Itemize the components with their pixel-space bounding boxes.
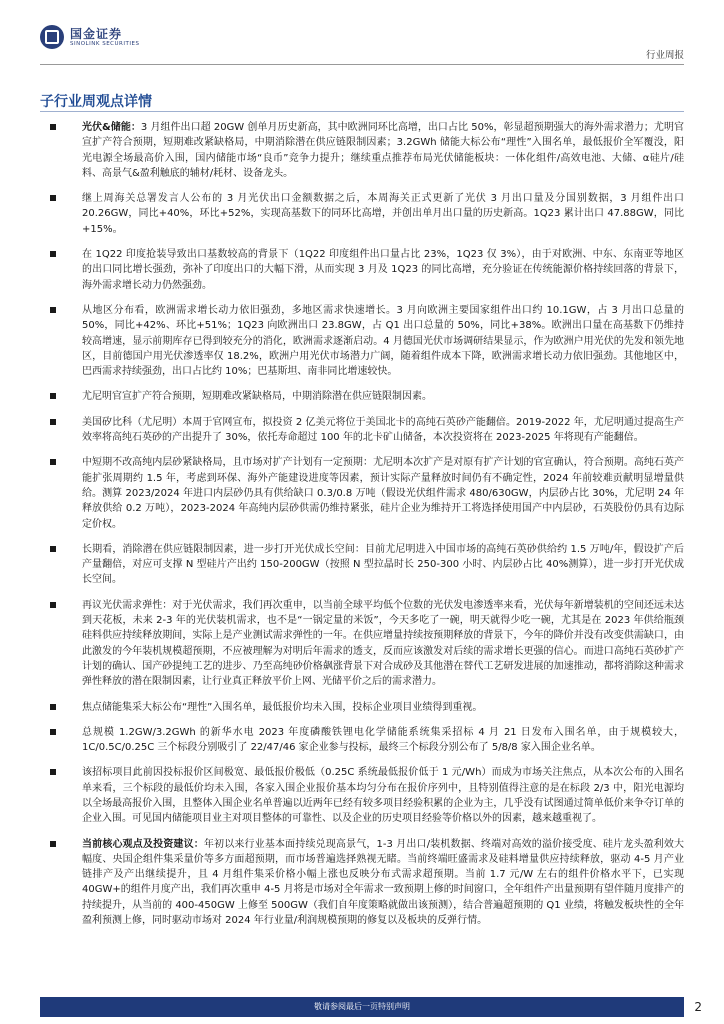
logo-text bbox=[70, 27, 139, 48]
paragraph-lead: 光伏&储能： bbox=[82, 122, 141, 133]
bullet-icon bbox=[50, 307, 56, 313]
paragraph-text: 美国矽比科（尤尼明）本周于官网宣布，拟投资 2 亿美元将位于美国北卡的高纯石英砂产能翻倍。2019-2022 年，尤尼明通过提高生产效率将高纯石英砂的产出提升了 30%，依托寿命超过 100 年的北卡矿山储备，本次投资将在 2023-2025 年将现有产能翻倍。 bbox=[82, 416, 684, 444]
bullet-icon bbox=[50, 704, 56, 710]
bullet-icon bbox=[50, 459, 56, 465]
bullet-paragraph bbox=[48, 837, 684, 929]
page-header bbox=[0, 0, 724, 66]
bullet-paragraph bbox=[48, 389, 684, 404]
paragraph-text: 在 1Q22 印度抢装导致出口基数较高的背景下（1Q22 印度组件出口量占比 23%，1Q23 仅 3%），由于对欧洲、中东、东南亚等地区的出口同比增长强劲，弥补了印度出口的大幅下滑，从而实现 3 月及 1Q23 的同比高增，充分验证在传统能源价格持续回落的背景下，海外需求增长动力仍然强劲。 bbox=[82, 249, 684, 291]
paragraph-text: 总规模 1.2GW/3.2GWh 的新华水电 2023 年度磷酸铁锂电化学储能系统集采招标 4 月 21 日发布入围名单，由于规模较大，1C/0.5C/0.25C 三个标段分别吸引了 22/47/46 家企业参与投标，最终三个标段分别公布了 5/8/8 家入围企业名单。 bbox=[82, 726, 684, 754]
footer-bar bbox=[40, 997, 684, 1017]
bullet-icon bbox=[50, 769, 56, 775]
bullet-icon bbox=[50, 546, 56, 552]
paragraph-text: 3 月组件出口超 20GW 创单月历史新高，其中欧洲同环比高增，出口占比 50%，彰显超预期强大的海外需求潜力；尤明官宣扩产符合预期，短期难改紧缺格局，中期消除潜在供应链限制因素；3.2GWh 储能大标公布“理性”入围名单，最低报价全军覆没，阳光电源全场最高价入围，国内储能市场“良币”竞争力提升；继续重点推荐布局光伏储能板块：一体化组件/高效电池、大储、α硅片/硅料、高景气&盈利触底的辅材/耗材、设备龙头。 bbox=[82, 122, 684, 179]
logo-icon bbox=[40, 25, 64, 49]
paragraph-text: 焦点储能集采大标公布“理性”入围名单，最低报价均未入围，投标企业项目业绩得到重视。 bbox=[82, 701, 483, 713]
header-divider bbox=[40, 64, 684, 65]
bullet-paragraph bbox=[48, 303, 684, 379]
bullet-icon bbox=[50, 841, 56, 847]
paragraph-text: 从地区分布看，欧洲需求增长动力依旧强劲，多地区需求快速增长。3 月向欧洲主要国家组件出口约 10.1GW，占 3 月出口总量的 50%，同比+42%、环比+51%；1Q23 向欧洲出口 23.8GW，占 Q1 出口总量的 50%，同比+38%。欧洲出口量在高基数下仍维持较高增速，显示前期库存已得到较充分的消化，欧洲需求逐渐启动。4 月德国光伏市场调研结果显示，作为欧洲户用光伏的先发和领先地区，目前德国户用光伏渗透率仅 18.2%，欧洲户用光伏市场潜力广阔，随着组件成本下降，欧洲需求增长动力依旧强劲。其他地区中，巴西需求持续强劲，出口占比约 10%；巴基斯坦、南非同比增速较快。 bbox=[82, 304, 684, 378]
bullet-icon bbox=[50, 195, 56, 201]
company-name-en: SINOLINK SECURITIES bbox=[70, 40, 140, 47]
bullet-paragraph bbox=[48, 700, 684, 715]
bullet-paragraph bbox=[48, 765, 684, 826]
bullet-paragraph bbox=[48, 542, 684, 588]
paragraph-text: 再议光伏需求弹性：对于光伏需求，我们再次重申，以当前全球平均低个位数的光伏发电渗透率来看，光伏每年新增装机的空间还远未达到天花板，未来 2-3 年的光伏装机需求，也不是“一锅定量的米饭”，今天多吃了一碗，明天就得少吃一碗，尤其是在 2023 年供给瓶颈硅料供应持续释放期间，实际上是产业测试需求弹性的一年。在供应增量持续按预期释放的背景下，今年的降价并没有改变供需缺口，由此激发的今年装机规模超预期，不应被理解为对明后年需求的透支，反而应该激发对后续的需求增长更强的信心。而进口高纯石英砂扩产计划的确认、国产砂提纯工艺的进步、乃至高纯砂价格飙涨背景下对合成砂及其他潜在替代工艺研发进展的加速推动，都将消除这种需求弹性释放的潜在限制因素，让行业真正释放平价上网、光储平价之后的需求潜力。 bbox=[82, 599, 684, 688]
report-type: 行业周报 bbox=[645, 50, 684, 61]
paragraph-text: 尤尼明官宣扩产符合预期，短期难改紧缺格局，中期消除潜在供应链限制因素。 bbox=[82, 391, 432, 403]
section-title: 子行业周观点详情 bbox=[40, 94, 152, 110]
bullet-icon bbox=[50, 602, 56, 608]
footer-disclaimer: 敬请参阅最后一页特别声明 bbox=[314, 1002, 410, 1011]
section-divider bbox=[40, 111, 684, 112]
bullet-icon bbox=[50, 251, 56, 257]
bullet-paragraph bbox=[48, 455, 684, 531]
bullet-paragraph bbox=[48, 191, 684, 237]
bullet-paragraph bbox=[48, 120, 684, 181]
bullet-paragraph bbox=[48, 725, 684, 756]
paragraph-text: 年初以来行业基本面持续兑现高景气，1-3 月出口/装机数据、终端对高效的溢价接受度、硅片龙头盈利效大幅度、央国企组件集采量价等多方面超预期，而市场普遍选择熟视无睹。当前终端旺盛需求及硅料增量供应持续释放，驱动 4-5 月产业链排产及产出继续提升，且 4 月组件集采价格小幅上涨也反映分布式需求超预期。当前 1.7 元/W 左右的组件价格水平下，已实现 40GW+的组件月度产出，我们再次重申 4-5 月将是市场对全年需求一致预期上修的时间窗口，全年组件产出量预期有望伴随月度排产的持续提升，从当前的 400-450GW 上修至 500GW（我们自年度策略就做出该预测），结合普遍超预期的 Q1 业绩，将触发板块性的全年盈利预测上修，同时驱动市场对 2024 年行业量/利润规模预期的修复以及板块的反弹行情。 bbox=[82, 838, 684, 927]
bullet-paragraph bbox=[48, 247, 684, 293]
bullet-paragraph bbox=[48, 415, 684, 446]
page-number: 2 bbox=[694, 1000, 702, 1014]
paragraph-text: 长期看，消除潜在供应链限制因素，进一步打开光伏成长空间：目前尤尼明进入中国市场的高纯石英砂供给约 1.5 万吨/年，假设扩产后产量翻倍，对应可支撑 N 型硅片产出约 150-200GW（按照 N 型拉晶时长 250-300 小时、内层砂占比 40%测算），进一步打开光伏成长空间。 bbox=[82, 543, 684, 586]
bullet-icon bbox=[50, 124, 56, 130]
company-name-cn: 国金证券 bbox=[70, 26, 123, 41]
paragraph-text: 中短期不改高纯内层砂紧缺格局，且市场对扩产计划有一定预期：尤尼明本次扩产是对原有扩产计划的官宣确认，符合预期。高纯石英产能扩张周期约 1.5 年，考虑到环保、海外产能建设进度等因素，预计实际产量释放时间仍有不确定性，2024 年前较难贡献明显增量供给。测算 2023/2024 年进口内层砂仍具有供给缺口 0.3/0.8 万吨（假设光伏组件需求 480/630GW，内层砂占比 30%，尤尼明 24 年释放供给 0.2 万吨），2023-2024 年高纯内层砂供需仍维持紧张，硅片企业为维持开工将选择使用国产中内层砂，石英股份仍具有边际定价权。 bbox=[82, 457, 684, 530]
bullet-icon bbox=[50, 419, 56, 425]
company-logo bbox=[40, 25, 139, 49]
report-body bbox=[48, 120, 684, 938]
paragraph-lead: 当前核心观点及投资建议： bbox=[82, 838, 204, 850]
paragraph-text: 继上周海关总署发言人公布的 3 月光伏出口金额数据之后，本周海关正式更新了光伏 3 月出口量及分国别数据，3 月组件出口 20.26GW，同比+40%，环比+52%，实现高基数下的同环比高增，并创出单月出口量的历史新高。1Q23 累计出口 47.88GW，同比+15%。 bbox=[82, 193, 684, 235]
bullet-paragraph bbox=[48, 598, 684, 690]
bullet-icon bbox=[50, 729, 56, 735]
paragraph-text: 该招标项目此前因投标报价区间极宽、最低报价极低（0.25C 系统最低报价低于 1 元/Wh）而成为市场关注焦点，从本次公布的入围名单来看，三个标段的最低价均未入围，各家入围企业报价基本均匀分布在报价序列中，且特别值得注意的是在标段 2/3 中，阳光电源均以全场最高报价入围，且整体入围企业名单普遍以近两年已经有较多项目经验积累的企业为主，几乎没有试图通过简单低价来争夺订单的企业入围。可见国内储能项目业主对项目整体的可靠性、以及企业的历史项目经验等价格以外的因素，越来越重视了。 bbox=[82, 767, 684, 825]
bullet-icon bbox=[50, 393, 56, 399]
